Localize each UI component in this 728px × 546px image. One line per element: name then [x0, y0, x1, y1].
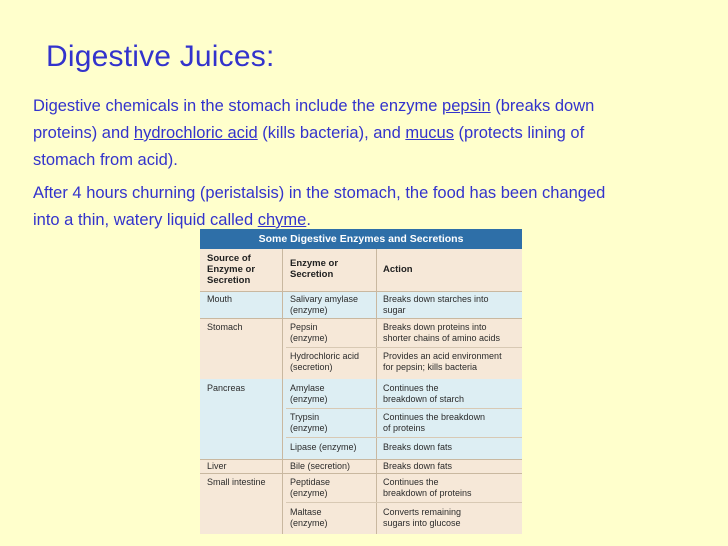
header-enzyme-line: Secretion: [290, 269, 334, 280]
header-action: Action: [383, 264, 413, 275]
row-enzyme: [290, 507, 378, 528]
p2-text-2: .: [306, 211, 311, 229]
enzyme-line: (secretion): [290, 361, 333, 372]
row-action: [383, 461, 518, 472]
action-line: Breaks down proteins into: [383, 322, 487, 332]
row-action: [383, 507, 518, 528]
hydrochloric-acid-term: hydrochloric acid: [133, 124, 258, 142]
slide-title: Digestive Juices:: [46, 40, 275, 73]
row-enzyme: [290, 351, 378, 372]
row-enzyme: [290, 442, 378, 453]
header-source-line: Secretion: [207, 275, 251, 286]
action-line: Breaks down fats: [383, 442, 453, 452]
paragraph-chyme: [33, 180, 633, 234]
row-action: [383, 322, 518, 343]
row-separator: [286, 502, 522, 503]
p1-text-2: (breaks down proteins) and: [33, 97, 595, 142]
enzyme-line: Peptidase: [290, 477, 331, 487]
row-action: [383, 412, 518, 433]
enzyme-line: Lipase (enzyme): [290, 442, 357, 452]
row-action: [383, 383, 518, 404]
p2-text-1: After 4 hours churning (peristalsis) in the stomach, the food has been changed into a thin, watery liquid called: [33, 184, 606, 229]
header-source-line: Enzyme or: [207, 264, 256, 275]
row-enzyme: [290, 412, 378, 433]
column-divider: [282, 249, 283, 534]
action-line: shorter chains of amino acids: [383, 332, 501, 343]
enzyme-line: (enzyme): [290, 393, 328, 404]
header-source-line: Source of: [207, 253, 251, 264]
row-enzyme: [290, 322, 378, 343]
table-title: Some Digestive Enzymes and Secretions: [200, 229, 522, 249]
action-line: breakdown of proteins: [383, 487, 472, 498]
enzyme-line: Bile (secretion): [290, 461, 351, 471]
enzyme-line: Trypsin: [290, 412, 320, 422]
row-separator: [286, 437, 522, 438]
pepsin-term: pepsin: [442, 97, 491, 115]
row-action: [383, 477, 518, 498]
header-enzyme-line: Enzyme or: [290, 258, 339, 269]
enzyme-line: (enzyme): [290, 487, 328, 498]
enzyme-line: Salivary amylase: [290, 294, 359, 304]
p1-text-4: (protects lining of stomach from acid).: [33, 124, 585, 169]
action-line: for pepsin; kills bacteria: [383, 361, 478, 372]
header-source: [207, 253, 255, 286]
enzyme-line: Amylase: [290, 383, 325, 393]
row-source: Small intestine: [207, 477, 266, 487]
row-action: [383, 351, 518, 372]
mucus-term: mucus: [405, 124, 454, 142]
action-line: sugar: [383, 304, 406, 315]
action-line: sugars into glucose: [383, 517, 461, 528]
enzyme-line: Maltase: [290, 507, 322, 517]
paragraph-digestive-chemicals: [33, 93, 633, 174]
p1-text-1: Digestive chemicals in the stomach include the enzyme: [33, 97, 443, 115]
row-enzyme: [290, 294, 378, 315]
row-action: [383, 294, 518, 315]
row-enzyme: [290, 477, 378, 498]
action-line: Continues the breakdown: [383, 412, 486, 422]
row-source: Liver: [207, 461, 227, 471]
action-line: Provides an acid environment: [383, 351, 502, 361]
row-separator: [286, 347, 522, 348]
header-enzyme: [290, 258, 338, 280]
action-line: of proteins: [383, 422, 426, 433]
action-line: breakdown of starch: [383, 393, 465, 404]
enzyme-line: (enzyme): [290, 517, 328, 528]
row-enzyme: [290, 383, 378, 404]
chyme-term: chyme: [257, 211, 307, 229]
row-source: Mouth: [207, 294, 233, 304]
action-line: Continues the: [383, 477, 439, 487]
enzyme-line: (enzyme): [290, 332, 328, 343]
action-line: Continues the: [383, 383, 439, 393]
enzymes-table: [200, 229, 522, 534]
enzyme-line: (enzyme): [290, 304, 328, 315]
row-separator: [286, 408, 522, 409]
action-line: Converts remaining: [383, 507, 462, 517]
enzyme-line: (enzyme): [290, 422, 328, 433]
p1-text-3: (kills bacteria), and: [257, 124, 406, 142]
enzyme-line: Hydrochloric acid: [290, 351, 360, 361]
action-line: Breaks down fats: [383, 461, 453, 471]
row-source: Pancreas: [207, 383, 246, 393]
enzyme-line: Pepsin: [290, 322, 318, 332]
table-header: [200, 249, 522, 292]
row-action: [383, 442, 518, 453]
row-source: Stomach: [207, 322, 243, 332]
action-line: Breaks down starches into: [383, 294, 489, 304]
row-enzyme: [290, 461, 378, 472]
